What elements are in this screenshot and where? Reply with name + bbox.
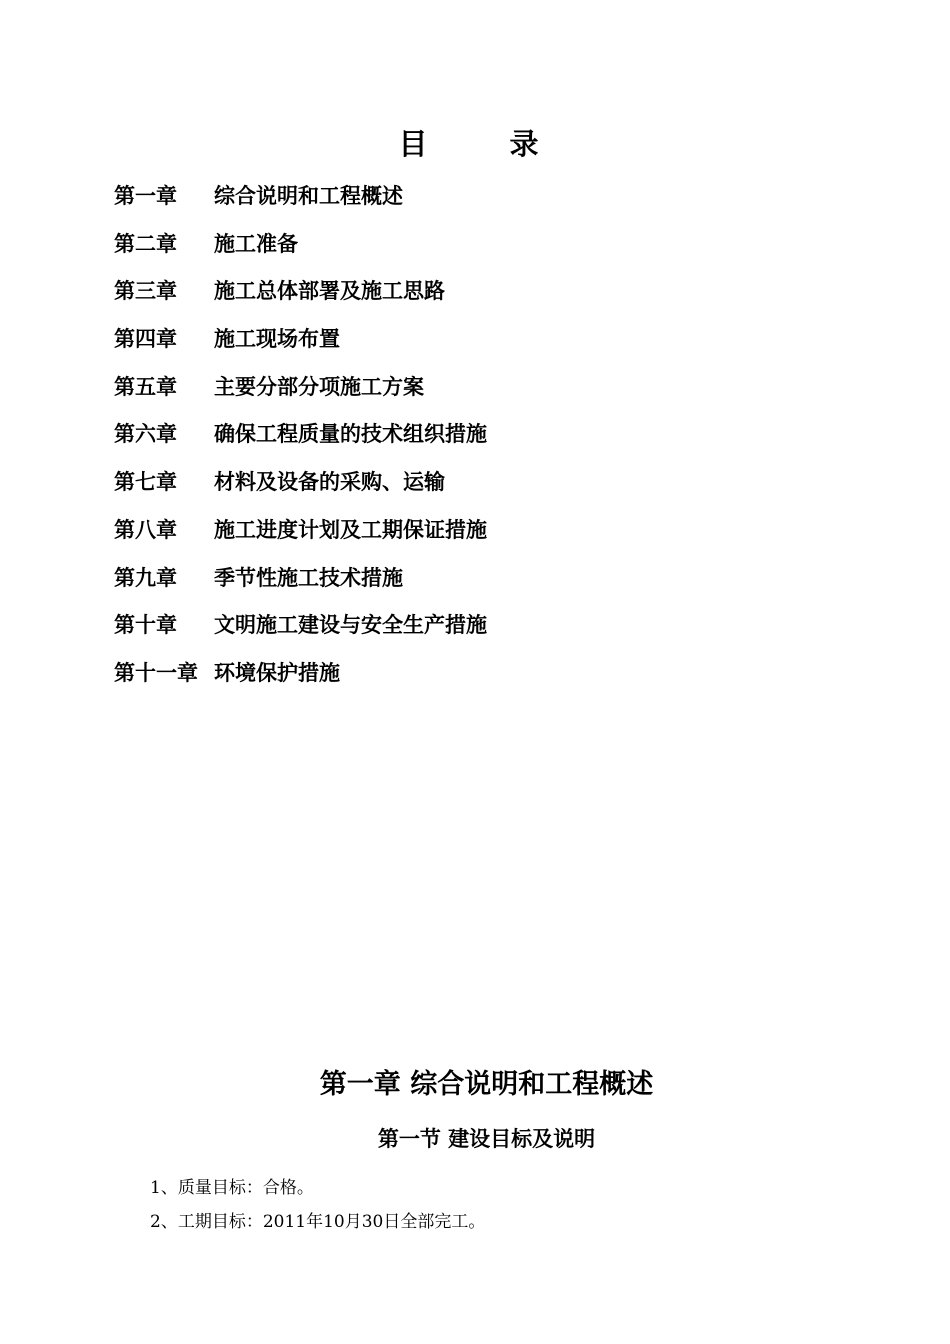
toc-item xyxy=(114,230,487,278)
toc-list xyxy=(114,182,487,707)
toc-chapter-number: 第七章 xyxy=(114,470,177,495)
schedule-target-paragraph: 2、工期目标：2011年10月30日全部完工。 xyxy=(150,1212,486,1232)
toc-item xyxy=(114,516,487,564)
toc-chapter-title: 确保工程质量的技术组织措施 xyxy=(214,422,487,447)
toc-item xyxy=(114,373,487,421)
toc-chapter-title: 施工进度计划及工期保证措施 xyxy=(214,517,487,542)
toc-chapter-title: 季节性施工技术措施 xyxy=(214,565,403,590)
quality-target-paragraph: 1、质量目标：合格。 xyxy=(150,1178,314,1198)
section-heading: 第一节 建设目标及说明 xyxy=(377,1127,596,1151)
toc-item xyxy=(114,611,487,659)
toc-chapter-title: 主要分部分项施工方案 xyxy=(214,374,424,399)
toc-chapter-number: 第九章 xyxy=(114,565,177,590)
toc-chapter-title: 文明施工建设与安全生产措施 xyxy=(214,613,487,638)
toc-chapter-number: 第六章 xyxy=(114,422,177,447)
toc-chapter-title: 材料及设备的采购、运输 xyxy=(214,470,445,495)
toc-item xyxy=(114,468,487,516)
toc-chapter-title: 综合说明和工程概述 xyxy=(214,184,403,208)
toc-item xyxy=(114,420,487,468)
toc-chapter-number: 第十章 xyxy=(114,613,177,638)
toc-chapter-title: 环境保护措施 xyxy=(214,660,340,685)
toc-chapter-number: 第五章 xyxy=(114,374,177,399)
toc-title: 目 录 xyxy=(398,127,575,161)
toc-item xyxy=(114,564,487,612)
toc-chapter-title: 施工总体部署及施工思路 xyxy=(214,279,445,304)
toc-chapter-title: 施工准备 xyxy=(214,231,298,256)
toc-item xyxy=(114,182,487,230)
toc-chapter-number: 第四章 xyxy=(114,327,177,352)
toc-item xyxy=(114,277,487,325)
toc-chapter-number: 第八章 xyxy=(114,517,177,542)
toc-chapter-title: 施工现场布置 xyxy=(214,327,340,352)
toc-chapter-number: 第二章 xyxy=(114,231,177,256)
toc-chapter-number: 第十一章 xyxy=(114,660,198,685)
toc-chapter-number: 第一章 xyxy=(114,184,177,208)
toc-chapter-number: 第三章 xyxy=(114,279,177,304)
toc-item xyxy=(114,659,487,707)
toc-item xyxy=(114,325,487,373)
chapter-heading: 第一章 综合说明和工程概述 xyxy=(319,1069,654,1100)
